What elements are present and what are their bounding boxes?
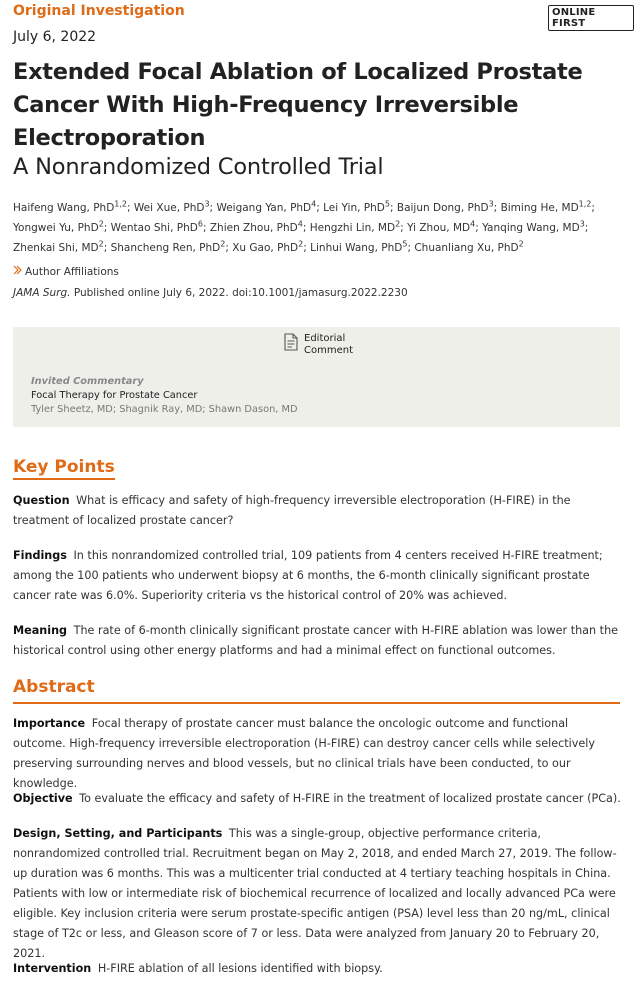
author-affiliation-number: 4 bbox=[297, 219, 303, 229]
key-point-findings bbox=[13, 546, 621, 606]
editorial-comment-link[interactable] bbox=[284, 333, 364, 357]
author-name[interactable] bbox=[13, 199, 128, 214]
author-name[interactable] bbox=[310, 239, 408, 254]
objective-text: To evaluate the efficacy and safety of H-FIRE in the treatment of localized prostate cancer (PCa). bbox=[79, 792, 621, 805]
author-affiliation-number: 2 bbox=[98, 219, 104, 229]
abstract-divider bbox=[13, 702, 620, 704]
author-name-text[interactable]: Haifeng Wang, PhD bbox=[13, 202, 115, 214]
author-name-text[interactable]: Xu Gao, PhD bbox=[232, 242, 299, 254]
author-name[interactable] bbox=[309, 219, 401, 234]
author-name[interactable] bbox=[13, 219, 104, 234]
author-affiliation-number: 3 bbox=[488, 199, 494, 209]
key-point-meaning bbox=[13, 621, 621, 661]
author-affiliations-label[interactable]: Author Affiliations bbox=[25, 265, 119, 278]
author-name[interactable] bbox=[396, 199, 494, 214]
intervention-text: H-FIRE ablation of all lesions identified with biopsy. bbox=[97, 962, 383, 975]
objective-label: Objective bbox=[13, 792, 73, 805]
author-name-text[interactable]: Yi Zhou, MD bbox=[407, 222, 471, 234]
publication-date: July 6, 2022 bbox=[13, 29, 97, 45]
document-icon bbox=[284, 333, 298, 355]
commentary-title-link[interactable]: Focal Therapy for Prostate Cancer bbox=[31, 390, 198, 401]
meaning-label: Meaning bbox=[13, 624, 68, 637]
journal-name: JAMA Surg. bbox=[13, 287, 71, 299]
author-affiliation-number: 6 bbox=[197, 219, 203, 229]
key-points-heading: Key Points bbox=[13, 457, 115, 480]
author-name[interactable] bbox=[323, 199, 390, 214]
editorial-comment-label[interactable]: Editorial Comment bbox=[304, 333, 353, 356]
abstract-intervention bbox=[13, 959, 621, 979]
author-name[interactable] bbox=[110, 219, 203, 234]
author-list: Haifeng Wang, PhD$^{1,2}$; Wei Xue, PhD$^3$; Weigang Yan, PhD$^4$; Lei Yin, PhD$^5$; Baijun Dong, PhD$^3$; Biming He, MD$^{1,2}$; Yongwei Yu, PhD$^2$; Wentao Shi, PhD$^6$; Zhien Zhou, PhD$^4$; Hengzhi Lin, $MD^2$; Yi Zhou, $MD^4$; Yanqing Wang, $MD^3$; Zhenkai Shi, $MD^2$; Shancheng Ren, PhD$^2$; Xu Gao, PhD$^2$; Linhui Wang, PhD$^5$; Chuanliang Xu, PhD$^2$ bbox=[13, 199, 595, 254]
author-name-text[interactable]: Lei Yin, PhD bbox=[323, 202, 385, 214]
abstract-design bbox=[13, 824, 621, 964]
author-affiliation-number: 5 bbox=[384, 199, 390, 209]
intervention-label: Intervention bbox=[13, 962, 92, 975]
article-title: Extended Focal Ablation of Localized Prostate Cancer With High-Frequency Irreversible Electroporation bbox=[13, 59, 583, 151]
author-affiliations-link[interactable] bbox=[13, 265, 119, 278]
online-first-badge: ONLINE FIRST bbox=[548, 5, 634, 31]
question-text: What is efficacy and safety of high-frequency irreversible electroporation (H-FIRE) in the treatment of localized prostate cancer? bbox=[13, 494, 571, 527]
importance-label: Importance bbox=[13, 717, 86, 730]
author-name[interactable] bbox=[500, 199, 592, 214]
author-name-text[interactable]: Wei Xue, PhD bbox=[133, 202, 205, 214]
citation-text: Published online July 6, 2022. doi:10.1001/jamasurg.2022.2230 bbox=[73, 287, 408, 299]
invited-commentary[interactable] bbox=[31, 375, 298, 417]
author-name-text[interactable]: Linhui Wang, PhD bbox=[310, 242, 403, 254]
author-affiliation-number: 1,2 bbox=[578, 199, 592, 209]
author-affiliation-number: 2 bbox=[518, 239, 524, 249]
citation bbox=[13, 287, 408, 299]
commentary-kind: Invited Commentary bbox=[31, 376, 144, 387]
author-name-text[interactable]: Biming He, MD bbox=[500, 202, 579, 214]
author-name[interactable] bbox=[482, 219, 585, 234]
commentary-authors: Tyler Sheetz, MD; Shagnik Ray, MD; Shawn Dason, MD bbox=[31, 404, 298, 415]
author-affiliation-number: 2 bbox=[220, 239, 226, 249]
author-name-text[interactable]: Shancheng Ren, PhD bbox=[110, 242, 221, 254]
author-name[interactable] bbox=[133, 199, 210, 214]
author-name[interactable] bbox=[13, 239, 104, 254]
author-name-text[interactable]: Yongwei Yu, PhD bbox=[13, 222, 99, 234]
author-name-text[interactable]: Zhenkai Shi, MD bbox=[13, 242, 99, 254]
abstract-importance bbox=[13, 714, 621, 794]
author-name[interactable] bbox=[407, 219, 476, 234]
author-affiliation-number: 5 bbox=[402, 239, 408, 249]
author-affiliation-number: 2 bbox=[395, 219, 401, 229]
author-name-text[interactable]: Weigang Yan, PhD bbox=[216, 202, 312, 214]
meaning-text: The rate of 6-month clinically significant prostate cancer with H-FIRE ablation was lower than the historical control using other energy platforms and had a minimal effect on functional outcomes. bbox=[13, 624, 619, 657]
design-label: Design, Setting, and Participants bbox=[13, 827, 223, 840]
design-text: This was a single-group, objective performance criteria, nonrandomized controlled trial. Recruitment began on May 2, 2018, and ended March 27, 2019. The follow-up duration was 6 months. This was a multicenter trial conducted at 4 tertiary teaching hospitals in China. Patients with low or intermediate risk of biochemical recurrence of localized and locally advanced PCa were eligible. Key inclusion criteria were serum prostate-specific antigen (PSA) level less than 20 ng/mL, clinical stage of T2c or less, and Gleason score of 7 or less. Data were analyzed from January 20 to February 20, 2021. bbox=[13, 827, 617, 960]
author-name[interactable] bbox=[232, 239, 304, 254]
author-affiliation-number: 4 bbox=[311, 199, 317, 209]
importance-text: Focal therapy of prostate cancer must balance the oncologic outcome and functional outcome. High-frequency irreversible electroporation (H-FIRE) can destroy cancer cells while selectively preserving surrounding nerves and blood vessels, but no clinical trials have been conducted, to our knowledge. bbox=[13, 717, 595, 790]
author-name[interactable] bbox=[209, 219, 303, 234]
author-name-text[interactable]: Wentao Shi, PhD bbox=[110, 222, 198, 234]
article-type-label: Original Investigation bbox=[13, 3, 185, 19]
author-affiliation-number: 2 bbox=[298, 239, 304, 249]
question-label: Question bbox=[13, 494, 70, 507]
findings-label: Findings bbox=[13, 549, 67, 562]
author-affiliation-number: 2 bbox=[98, 239, 104, 249]
author-name-text[interactable]: Yanqing Wang, MD bbox=[482, 222, 580, 234]
author-name[interactable] bbox=[110, 239, 226, 254]
author-affiliation-number: 4 bbox=[470, 219, 476, 229]
author-name[interactable] bbox=[414, 239, 524, 254]
author-name-text[interactable]: Chuanliang Xu, PhD bbox=[414, 242, 519, 254]
author-name[interactable] bbox=[216, 199, 317, 214]
chevron-right-icon bbox=[13, 265, 22, 278]
author-name-text[interactable]: Hengzhi Lin, MD bbox=[309, 222, 396, 234]
abstract-objective bbox=[13, 789, 621, 809]
article-subtitle: A Nonrandomized Controlled Trial bbox=[13, 154, 384, 180]
author-name-text[interactable]: Baijun Dong, PhD bbox=[396, 202, 489, 214]
findings-text: In this nonrandomized controlled trial, 109 patients from 4 centers received H-FIRE treatment; among the 100 patients who underwent biopsy at 6 months, the 6-month clinically significant prostate cancer rate was 6.0%. Superiority criteria vs the historical control of 20% was achieved. bbox=[13, 549, 603, 602]
abstract-heading: Abstract bbox=[13, 677, 95, 697]
author-affiliation-number: 3 bbox=[579, 219, 585, 229]
author-name-text[interactable]: Zhien Zhou, PhD bbox=[209, 222, 298, 234]
related-content-panel bbox=[13, 327, 620, 427]
key-point-question bbox=[13, 491, 621, 531]
author-affiliation-number: 1,2 bbox=[114, 199, 128, 209]
author-affiliation-number: 3 bbox=[204, 199, 210, 209]
